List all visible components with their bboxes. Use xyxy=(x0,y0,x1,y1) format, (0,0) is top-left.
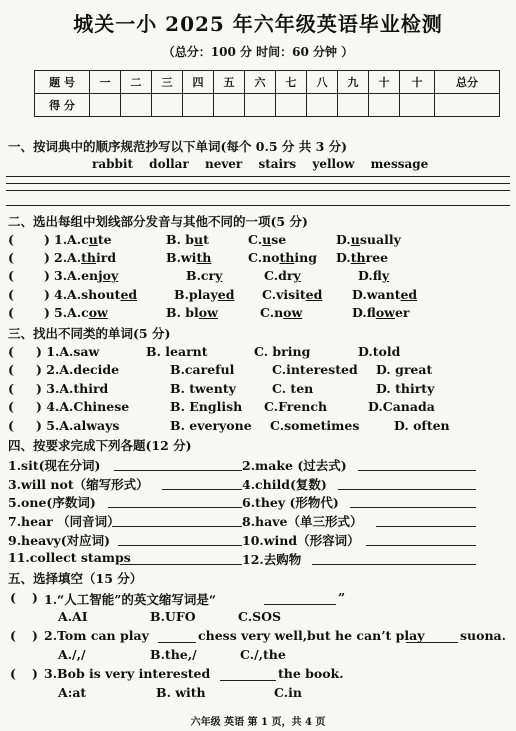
score-col: 六 xyxy=(245,71,276,94)
option-d: D. thirty xyxy=(376,381,435,396)
page-footer: 六年级 英语 第 1 页，共 4 页 xyxy=(190,717,326,728)
question-text: ) 3.A.third xyxy=(36,381,109,396)
option-text: B.wi xyxy=(166,250,197,265)
option-text: 2.A. xyxy=(54,250,82,265)
answer-paren-close: ) xyxy=(44,250,50,265)
underlined-part: y xyxy=(293,268,301,283)
score-cell[interactable] xyxy=(245,94,276,117)
underlined-part: u xyxy=(194,232,204,247)
answer-blank[interactable] xyxy=(118,533,242,546)
option-a xyxy=(54,232,112,247)
option-c xyxy=(260,305,302,320)
option-text: te xyxy=(97,232,112,247)
underlined-part: u xyxy=(350,232,360,247)
answer-blank[interactable] xyxy=(120,552,242,565)
question-text: chess very well,but he can’t play xyxy=(198,628,425,643)
s4-prompt: 2.make (过去式) xyxy=(242,458,347,473)
option-c xyxy=(248,250,317,265)
s4-prompt: 4.child(复数) xyxy=(242,477,327,492)
answer-blank[interactable] xyxy=(338,477,476,490)
section5-heading: 五、选择填空（15 分） xyxy=(8,571,143,586)
word: yellow xyxy=(312,157,355,171)
score-col: 八 xyxy=(307,71,338,94)
score-col: 十 xyxy=(369,71,400,94)
answer-paren[interactable]: ( xyxy=(8,399,14,414)
answer-paren[interactable]: ( xyxy=(8,305,14,320)
question-text: 1.“人工智能”的英文缩写词是“ xyxy=(44,592,217,607)
score-cell[interactable] xyxy=(307,94,338,117)
exam-subtitle: （总分：100 分 时间：60 分钟 ） xyxy=(162,45,354,59)
word: stairs xyxy=(258,157,297,171)
writing-line[interactable] xyxy=(6,176,510,177)
s4-prompt: 6.they (形物代) xyxy=(242,495,339,510)
writing-line[interactable] xyxy=(6,183,510,184)
option-c: C. bring xyxy=(254,344,311,359)
option-a xyxy=(54,287,137,302)
answer-paren-close: ) xyxy=(32,666,38,681)
option-d xyxy=(352,305,410,320)
question-text: 2.Tom can play xyxy=(44,628,149,643)
option-a xyxy=(54,268,118,283)
score-col: 四 xyxy=(183,71,214,94)
word: never xyxy=(204,157,243,171)
option-text: D.fl xyxy=(358,268,382,283)
question-text: suona. xyxy=(460,628,507,643)
answer-paren-close: ) xyxy=(44,268,50,283)
option-b: B.UFO xyxy=(150,609,196,624)
answer-blank[interactable] xyxy=(158,630,196,643)
option-text: D.want xyxy=(352,287,401,302)
answer-paren[interactable]: ( xyxy=(8,381,14,396)
underlined-part: ow xyxy=(198,305,218,320)
option-text: 4.A.shout xyxy=(54,287,121,302)
option-text: D. xyxy=(336,232,351,247)
option-b: B. with xyxy=(156,685,206,700)
answer-blank[interactable] xyxy=(366,533,476,546)
s4-prompt: 1.sit(现在分词) xyxy=(8,458,101,473)
answer-blank[interactable] xyxy=(112,514,242,527)
option-c: C. ten xyxy=(272,381,314,396)
score-col: 一 xyxy=(90,71,121,94)
answer-paren-close: ) xyxy=(32,628,38,643)
option-text: ing xyxy=(294,250,317,265)
option-d xyxy=(352,287,417,302)
score-cell[interactable] xyxy=(276,94,307,117)
option-d: D. great xyxy=(376,362,433,377)
underlined-part: ed xyxy=(217,287,235,302)
answer-paren[interactable]: ( xyxy=(10,666,16,681)
underlined-part: th xyxy=(196,250,212,265)
s4-prompt: 5.one(序数词) xyxy=(8,495,96,510)
option-c: C.sometimes xyxy=(270,418,360,433)
score-table-row1-label: 题 号 xyxy=(35,71,90,94)
option-d xyxy=(336,232,401,247)
s4-prompt: 12.去购物 xyxy=(242,552,302,567)
answer-blank[interactable] xyxy=(376,514,476,527)
section1-heading: 一、按词典中的顺序规范抄写以下单词(每个 0.5 分 共 3 分) xyxy=(8,139,348,154)
option-c: C.French xyxy=(264,399,328,414)
answer-paren[interactable]: ( xyxy=(8,232,14,247)
option-c xyxy=(262,287,322,302)
answer-paren[interactable]: ( xyxy=(8,250,14,265)
option-b: B.careful xyxy=(170,362,235,377)
answer-paren[interactable]: ( xyxy=(10,590,16,605)
option-text: D.fl xyxy=(352,305,376,320)
option-text: ree xyxy=(365,250,389,265)
option-b xyxy=(166,305,218,320)
question-text: ) 2.A.decide xyxy=(36,362,120,377)
option-b xyxy=(174,287,234,302)
option-text: C. xyxy=(248,232,263,247)
score-table-row2-label: 得 分 xyxy=(35,94,90,117)
score-cell[interactable] xyxy=(152,94,183,117)
option-b: B. English xyxy=(170,399,243,414)
option-b: B.the,/ xyxy=(150,647,197,662)
answer-blank[interactable] xyxy=(406,630,458,643)
answer-paren-close: ) xyxy=(44,287,50,302)
question-text: ) 1.A.saw xyxy=(36,344,100,359)
option-text: 3.A.enj xyxy=(54,268,103,283)
answer-paren[interactable]: ( xyxy=(8,344,14,359)
answer-paren[interactable]: ( xyxy=(8,418,14,433)
option-text: c xyxy=(81,232,89,247)
option-a: A./,/ xyxy=(58,647,86,662)
score-cell[interactable] xyxy=(121,94,152,117)
option-text: B.cr xyxy=(186,268,216,283)
option-c: C./,the xyxy=(240,647,286,662)
word: message xyxy=(370,157,429,171)
s4-prompt: 9.heavy(对应词) xyxy=(8,533,111,548)
question-text-end: ” xyxy=(338,590,346,605)
underlined-part: th xyxy=(81,250,96,265)
answer-blank[interactable] xyxy=(350,495,476,508)
writing-line[interactable] xyxy=(6,205,510,206)
option-a xyxy=(54,305,108,320)
score-cell[interactable] xyxy=(214,94,245,117)
option-d xyxy=(336,250,388,265)
underlined-part: y xyxy=(381,268,390,283)
s4-prompt: 10.wind（形容词） xyxy=(242,533,360,548)
answer-paren[interactable]: ( xyxy=(8,362,14,377)
option-b xyxy=(166,250,211,265)
answer-paren-close: ) xyxy=(44,305,50,320)
answer-blank[interactable] xyxy=(108,495,242,508)
option-c xyxy=(264,268,301,283)
option-text: 5.A.c xyxy=(54,305,89,320)
option-text: 1.A. xyxy=(54,232,82,247)
underlined-part: y xyxy=(215,268,223,283)
answer-paren[interactable]: ( xyxy=(10,628,16,643)
underlined-part: ow xyxy=(283,305,303,320)
option-d: D. often xyxy=(394,418,450,433)
underlined-part: th xyxy=(279,250,295,265)
score-cell[interactable] xyxy=(90,94,121,117)
answer-blank[interactable] xyxy=(162,477,242,490)
underlined-part: ow xyxy=(375,305,395,320)
answer-paren[interactable]: ( xyxy=(8,287,14,302)
option-c: C.in xyxy=(274,685,302,700)
score-total-cell[interactable] xyxy=(435,94,500,117)
option-text: B.play xyxy=(174,287,218,302)
word: rabbit xyxy=(92,157,133,171)
option-d: D.Canada xyxy=(368,399,435,414)
option-c xyxy=(248,232,286,247)
score-cell[interactable] xyxy=(338,94,369,117)
answer-paren-close: ) xyxy=(32,590,38,605)
section1-word-list xyxy=(92,157,440,171)
option-c: C.SOS xyxy=(238,609,282,624)
option-b: B. everyone xyxy=(170,418,252,433)
section2-heading: 二、选出每组中划线部分发音与其他不同的一项(5 分) xyxy=(8,214,308,229)
underlined-part: u xyxy=(262,232,272,247)
score-table-header-row xyxy=(35,71,500,94)
underlined-part: ow xyxy=(88,305,108,320)
section4-heading: 四、按要求完成下列各题(12 分) xyxy=(8,438,192,453)
score-col: 七 xyxy=(276,71,307,94)
option-text: se xyxy=(271,232,287,247)
answer-blank[interactable] xyxy=(312,552,476,565)
score-total-label: 总分 xyxy=(435,71,500,94)
answer-blank[interactable] xyxy=(114,458,242,471)
option-text: C.no xyxy=(248,250,280,265)
option-a xyxy=(54,250,116,265)
question-text: the book. xyxy=(278,666,344,681)
word: dollar xyxy=(149,157,189,171)
underlined-part: u xyxy=(88,232,98,247)
score-table xyxy=(34,70,500,117)
answer-paren-close: ) xyxy=(44,232,50,247)
answer-blank[interactable] xyxy=(358,458,476,471)
option-text: C.visit xyxy=(262,287,306,302)
s4-prompt: 8.have（单三形式） xyxy=(242,514,363,529)
score-col: 五 xyxy=(214,71,245,94)
s4-prompt: 11.collect stamps xyxy=(8,550,131,565)
option-d xyxy=(358,268,389,283)
score-col: 二 xyxy=(121,71,152,94)
option-d: D.told xyxy=(358,344,401,359)
s4-prompt: 7.hear （同音词） xyxy=(8,514,120,529)
option-text: D. xyxy=(336,250,351,265)
underlined-part: oy xyxy=(102,268,119,283)
answer-blank[interactable] xyxy=(264,592,336,605)
question-text: ) 4.A.Chinese xyxy=(36,399,130,414)
score-cell[interactable] xyxy=(369,94,400,117)
answer-blank[interactable] xyxy=(220,668,276,681)
option-text: t xyxy=(203,232,209,247)
option-b: B. twenty xyxy=(170,381,236,396)
option-text: ird xyxy=(95,250,117,265)
underlined-part: ed xyxy=(400,287,418,302)
underlined-part: ed xyxy=(120,287,138,302)
score-cell[interactable] xyxy=(183,94,214,117)
option-a: A.AI xyxy=(58,609,88,624)
writing-line[interactable] xyxy=(6,190,510,191)
option-text: C.n xyxy=(260,305,284,320)
option-a: A:at xyxy=(58,685,87,700)
exam-title: 城关一小 2025 年六年级英语毕业检测 xyxy=(73,12,443,36)
option-b xyxy=(166,232,209,247)
score-col: 九 xyxy=(338,71,369,94)
option-text: er xyxy=(394,305,410,320)
answer-paren[interactable]: ( xyxy=(8,268,14,283)
question-text: ) 5.A.always xyxy=(36,418,120,433)
score-col: 十 xyxy=(400,71,435,94)
option-text: B. bl xyxy=(166,305,199,320)
option-text: C.dr xyxy=(264,268,294,283)
score-table-score-row xyxy=(35,94,500,117)
underlined-part: ed xyxy=(305,287,323,302)
option-b: B. learnt xyxy=(146,344,208,359)
option-text: sually xyxy=(359,232,401,247)
score-col: 三 xyxy=(152,71,183,94)
option-text: B. b xyxy=(166,232,195,247)
option-c: C.interested xyxy=(272,362,358,377)
score-cell[interactable] xyxy=(400,94,435,117)
section3-heading: 三、找出不同类的单词(5 分) xyxy=(8,326,171,341)
option-b xyxy=(186,268,222,283)
underlined-part: th xyxy=(350,250,366,265)
s4-prompt: 3.will not（缩写形式） xyxy=(8,477,149,492)
question-text: 3.Bob is very interested xyxy=(44,666,211,681)
